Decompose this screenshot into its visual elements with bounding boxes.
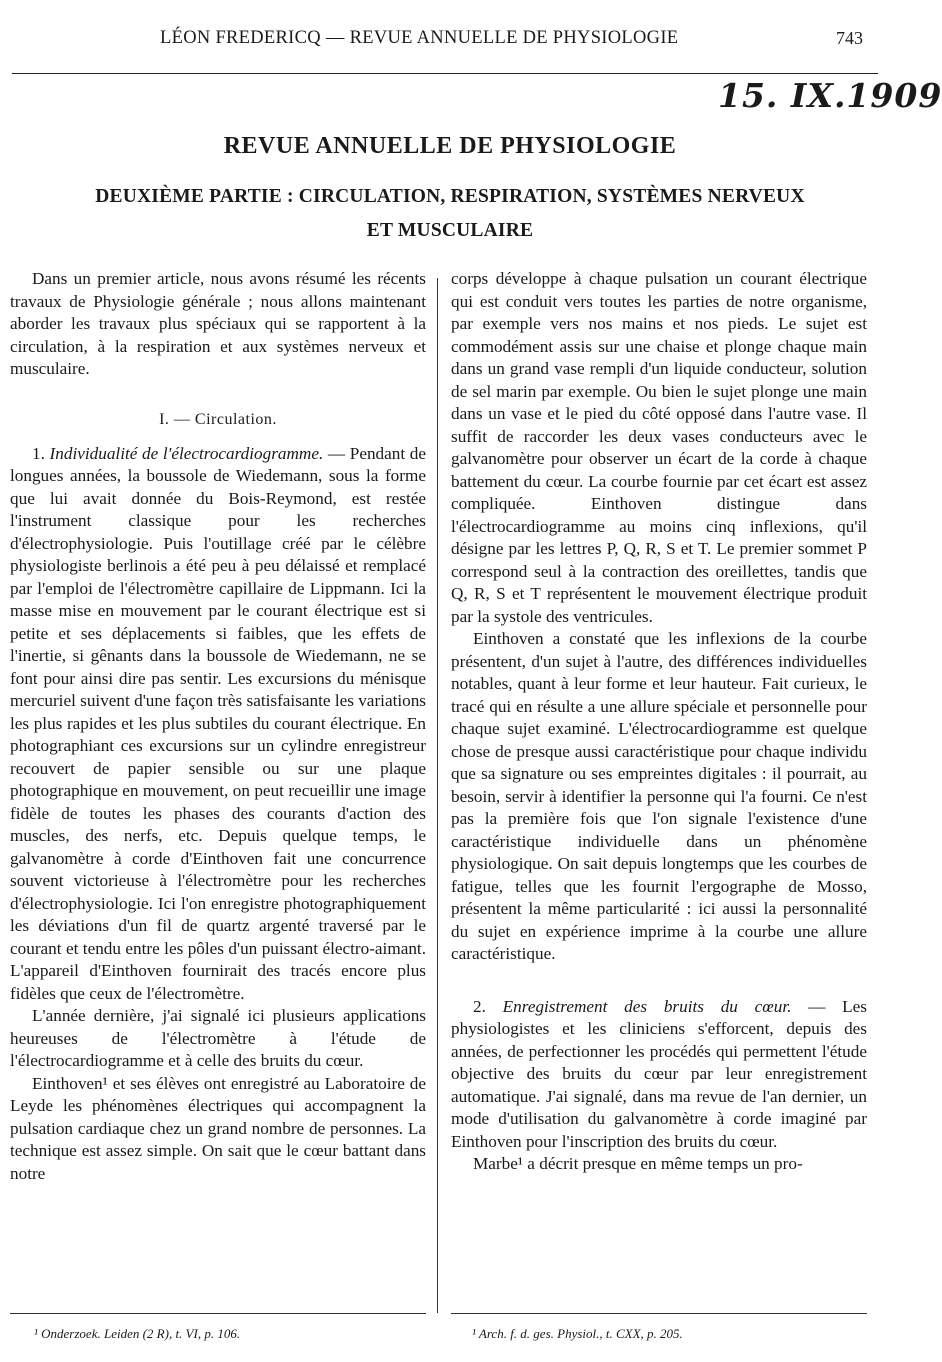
right-paragraph-2: Einthoven a constaté que les inflexions de la courbe présentent, d'un sujet à l'autre, des différences individuelles notables, quant à leur forme et leur hauteur. Fait curieux, le tracé qui en résulte a une allure spéciale et personnelle pour chaque sujet examiné. L'électrocardiogramme est quelque chose de presque aussi caractéristique pour chaque individu que sa signature ou ses empreintes digitales : il pourrait, au besoin, servir à identifier la personne qui l'a fourni. Ce n'est pas la première fois que l'on signale l'existence d'une caractéristique individuelle dans un phénomène physiologique. On sait depuis longtemps que les courbes de fatigue, telles que les fournit l'ergographe de Mosso, présentent la même particularité : ici aussi la personnalité du sujet en expérience imprime à la courbe une allure caractéristique. — [451, 629, 867, 963]
page-header — [0, 28, 900, 58]
section-heading: I. — Circulation. — [159, 410, 277, 428]
right-column — [451, 268, 867, 1176]
column-divider — [437, 278, 438, 1313]
item1-paragraph — [10, 443, 426, 1006]
article-subtitle-line1: DEUXIÈME PARTIE : CIRCULATION, RESPIRATION, SYSTÈMES NERVEUX — [95, 186, 805, 207]
item2-number: 2. — [473, 996, 486, 1016]
item1-title: Individualité de l'électrocardiogramme. — [49, 443, 324, 463]
article-title: REVUE ANNUELLE DE PHYSIOLOGIE — [223, 133, 677, 159]
item2-title: Enregistrement des bruits du cœur. — [502, 996, 792, 1016]
running-head: LÉON FREDERICQ — REVUE ANNUELLE DE PHYSIOLOGIE — [160, 28, 679, 48]
footnote-right: ¹ Arch. f. d. ges. Physiol., t. CXX, p. 205. — [472, 1326, 683, 1341]
left-column — [10, 268, 426, 1185]
right-paragraph-4: Marbe¹ a décrit presque en même temps un pro- — [473, 1154, 803, 1173]
footnote-left: ¹ Onderzoek. Leiden (2 R), t. VI, p. 106. — [34, 1326, 241, 1341]
item1-number: 1. — [32, 443, 45, 463]
item2-paragraph — [451, 996, 867, 1154]
item1-text: — Pendant de longues années, la boussole de Wiedemann, sous la forme que lui avait donnée du Bois-Reymond, est restée l'instrument classique pour les recherches d'électrophysiologie. Puis l'outillage créé par le célèbre physiologiste berlinois a été peu à peu délaissé et remplacé par l'emploi de l'électromètre capillaire de Lippmann. Ici la masse mise en mouvement par le courant électrique est si petite et ses déplacements si faibles, que les effets de l'inertie, si gênants dans la boussole de Wiedemann, ne se font pour ainsi dire pas sentir. Les excursions du ménisque mercuriel suivent d'une façon très satisfaisante les variations les plus rapides et les plus subtiles du courant électrique. En photographiant ces excursions sur un cylindre enregistreur recouvert de papier sensible ou sur une plaque photographique en mouvement, on peut recueillir une image fidèle de toutes les phases des courants d'action des muscles, des nerfs, etc. Depuis quelque temps, le galvanomètre à corde d'Einthoven fait une concurrence souvent victorieuse à l'électromètre pour les recherches d'électrophysiologie. Ici l'on enregistre photographiquement les déviations d'un fil de quartz argenté traversé par le courant et tendu entre les pôles d'un puissant électro-aimant. L'appareil d'Einthoven fournirait des tracés encore plus fidèles que ceux de l'électromètre. — [10, 443, 426, 1003]
intro-paragraph: Dans un premier article, nous avons résumé les récents travaux de Physiologie générale ; nous allons maintenant aborder les travaux plus spéciaux qui se rapportent à la circulation, à la respiration et aux systèmes nerveux et musculaire. — [10, 269, 426, 378]
right-paragraph-1: corps développe à chaque pulsation un courant électrique qui est conduit vers toutes les parties de notre organisme, par exemple vers nos mains et nos pieds. Le sujet est commodément assis sur une chaise et plonge chaque main dans un grand vase rempli d'un liquide conducteur, solution de sel marin par exemple. Ou bien le sujet plonge une main dans un vase et le pied du côté opposé dans l'autre vase. Il suffit de raccorder les deux vases conducteurs avec le galvanomètre pour observer un écart de la corde à chaque battement du cœur. La courbe fournie par cet écart est assez compliquée. Einthoven distingue dans l'électrocardiogramme au moins cinq inflexions, qu'il désigne par les lettres P, Q, R, S et T. Le premier sommet P correspond seul à la contraction des oreillettes, tandis que Q, R, S et T représentent le mouvement électrique produit par la systole des ventricules. — [451, 269, 867, 626]
header-rule — [12, 73, 878, 74]
footnote-rule-left — [10, 1313, 426, 1314]
left-paragraph-2: L'année dernière, j'ai signalé ici plusieurs applications heureuses de l'électromètre à l'étude de l'électrocardiogramme et à celle des bruits du cœur. — [10, 1006, 426, 1070]
page-number: 743 — [836, 28, 863, 48]
left-paragraph-3: Einthoven¹ et ses élèves ont enregistré au Laboratoire de Leyde les phénomènes électriques qui accompagnent la pulsation cardiaque chez un grand nombre de personnes. La technique est assez simple. On sait que le cœur battant dans notre — [10, 1073, 426, 1183]
article-subtitle-line2: ET MUSCULAIRE — [366, 220, 534, 241]
item2-text: — Les physiologistes et les cliniciens s'efforcent, depuis des années, de perfectionner les procédés qui permettent l'étude objective des bruits du cœur par leur enregistrement automatique. J'ai signalé, dans ma revue de l'an dernier, un mode d'utilisation du galvanomètre à corde imaginé par Einthoven pour l'inscription des bruits du cœur. — [451, 996, 867, 1151]
footnote-rule-right — [451, 1313, 867, 1314]
handwritten-date-annotation: 15. IX.1909 — [718, 76, 942, 115]
paragraph-gap — [451, 966, 867, 996]
